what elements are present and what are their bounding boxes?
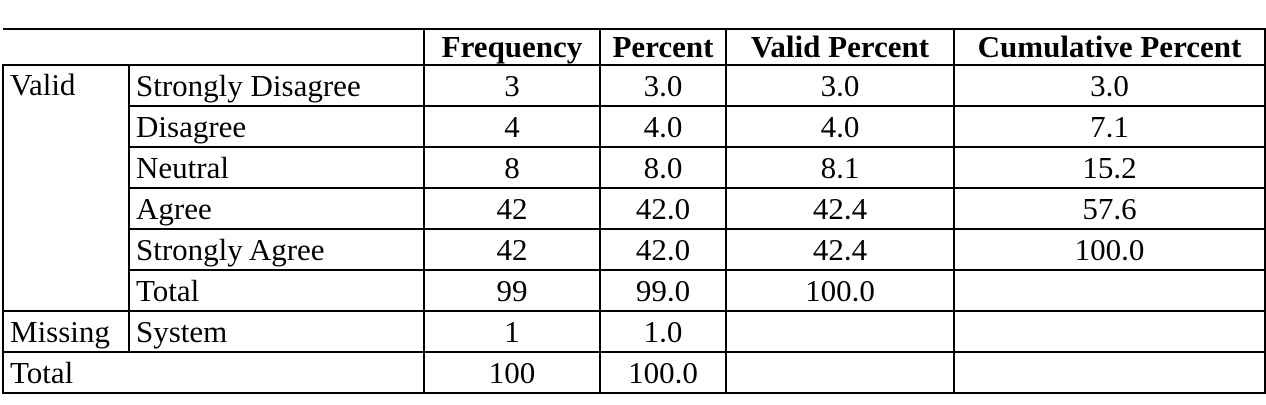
table-row	[3, 106, 1265, 147]
cell-frequency: 4	[424, 106, 600, 147]
table-row	[3, 65, 1265, 106]
cell-percent: 8.0	[600, 147, 726, 188]
cell-frequency: 42	[424, 188, 600, 229]
header-percent: Percent	[600, 29, 726, 65]
cell-percent: 42.0	[600, 229, 726, 270]
frequency-table	[2, 28, 1266, 394]
table-header-row	[3, 29, 1265, 65]
cell-valid-percent: 4.0	[726, 106, 954, 147]
cell-cumulative-percent-empty	[954, 352, 1265, 393]
cell-cumulative-percent: 15.2	[954, 147, 1265, 188]
cell-frequency: 3	[424, 65, 600, 106]
row-label: Strongly Agree	[129, 229, 424, 270]
cell-frequency: 100	[424, 352, 600, 393]
cell-cumulative-percent: 57.6	[954, 188, 1265, 229]
cell-frequency: 1	[424, 311, 600, 352]
cell-cumulative-percent: 100.0	[954, 229, 1265, 270]
header-corner	[3, 29, 424, 65]
cell-valid-percent: 100.0	[726, 270, 954, 311]
header-valid-percent: Valid Percent	[726, 29, 954, 65]
table-row	[3, 270, 1265, 311]
cell-percent: 99.0	[600, 270, 726, 311]
row-label: Strongly Disagree	[129, 65, 424, 106]
cell-cumulative-percent: 7.1	[954, 106, 1265, 147]
table-row	[3, 188, 1265, 229]
row-label: Disagree	[129, 106, 424, 147]
cell-frequency: 8	[424, 147, 600, 188]
table-row	[3, 229, 1265, 270]
header-cumulative-percent: Cumulative Percent	[954, 29, 1265, 65]
cell-valid-percent-empty	[726, 311, 954, 352]
cell-valid-percent: 42.4	[726, 188, 954, 229]
cell-percent: 1.0	[600, 311, 726, 352]
cell-percent: 4.0	[600, 106, 726, 147]
frequency-table-container	[2, 28, 1266, 394]
cell-valid-percent: 8.1	[726, 147, 954, 188]
cell-percent: 42.0	[600, 188, 726, 229]
table-row-missing	[3, 311, 1265, 352]
group-label-missing: Missing	[3, 311, 129, 352]
group-label-total: Total	[3, 352, 424, 393]
cell-frequency: 99	[424, 270, 600, 311]
cell-percent: 100.0	[600, 352, 726, 393]
table-row	[3, 147, 1265, 188]
row-label: Neutral	[129, 147, 424, 188]
table-row-total	[3, 352, 1265, 393]
header-frequency: Frequency	[424, 29, 600, 65]
cell-cumulative-percent: 3.0	[954, 65, 1265, 106]
cell-cumulative-percent	[954, 270, 1265, 311]
cell-cumulative-percent-empty	[954, 311, 1265, 352]
cell-valid-percent-empty	[726, 352, 954, 393]
cell-valid-percent: 42.4	[726, 229, 954, 270]
group-label-valid: Valid	[3, 65, 129, 311]
cell-frequency: 42	[424, 229, 600, 270]
row-label: System	[129, 311, 424, 352]
cell-valid-percent: 3.0	[726, 65, 954, 106]
cell-percent: 3.0	[600, 65, 726, 106]
row-label: Agree	[129, 188, 424, 229]
row-label: Total	[129, 270, 424, 311]
